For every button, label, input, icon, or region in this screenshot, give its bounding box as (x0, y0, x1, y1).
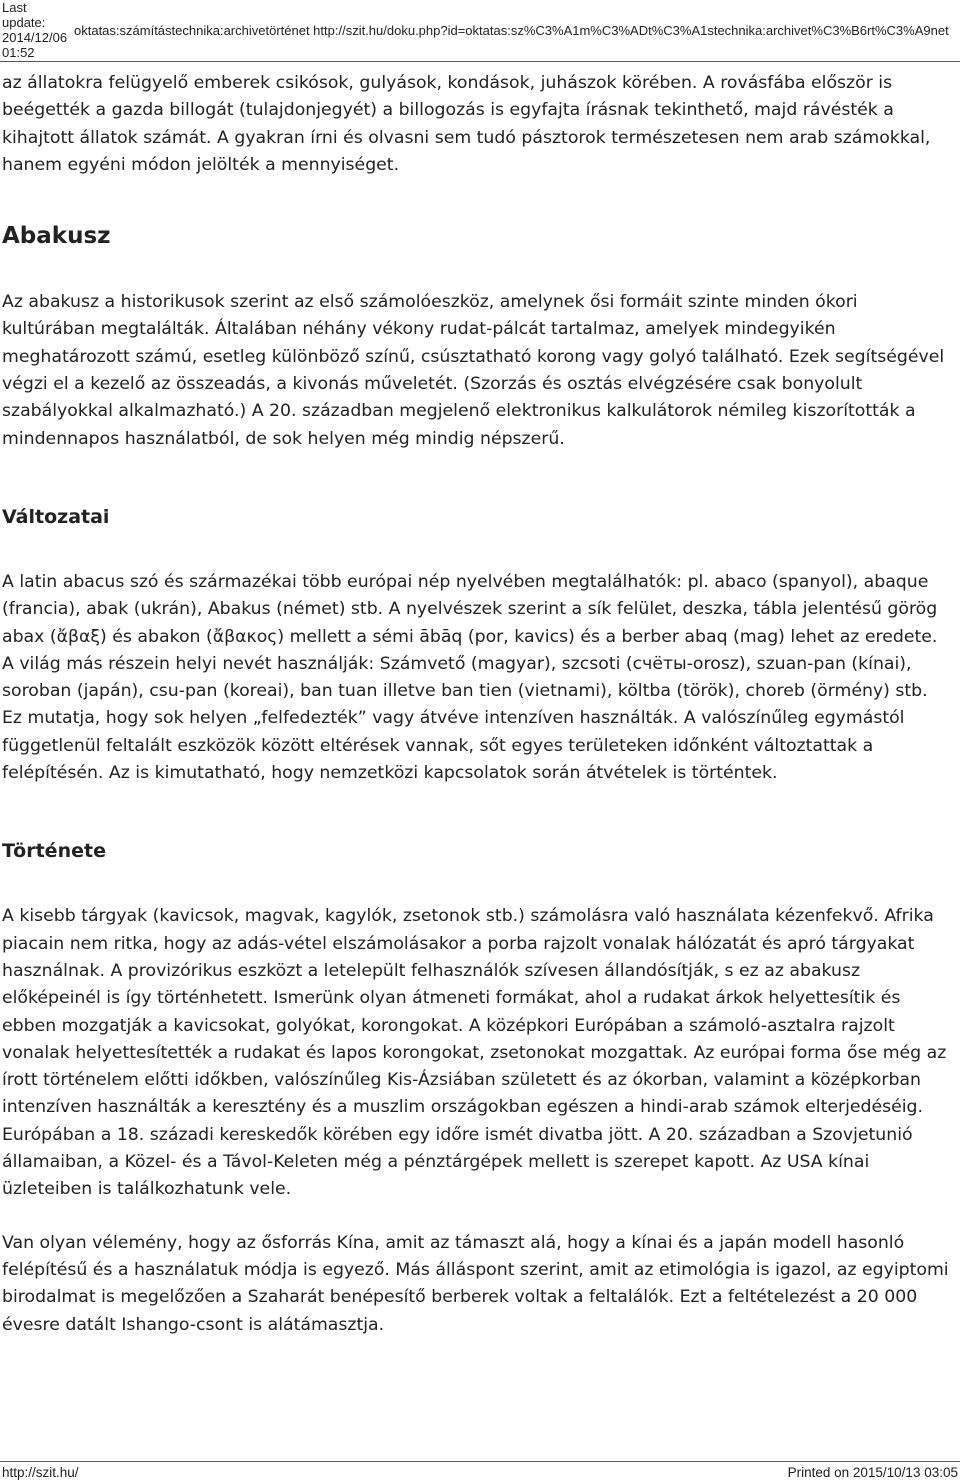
abakusz-paragraph: Az abakusz a historikusok szerint az első számolóeszköz, amelynek ősi formáit szinte minden ókori kultúrában megtalálták. Általában néhány vékony rudat-pálcát tartalmaz, amelyek mindegyikén meghatározott számú, esetleg különböző színű, csúsztatható korong vagy golyó található. Ezek segítségével végzi el a kezelő az összeadás, a kivonás műveletét. (Szorzás és osztás elvégzésére csak bonyolult szabályokkal alkalmazható.) A 20. században megjelenő elektronikus kalkulátorok némileg kiszorították a mindennapos használatból, de sok helyen még mindig népszerű. (2, 292, 945, 449)
page-content (2, 70, 950, 1339)
valtozatai-paragraph: A latin abacus szó és származékai több európai nép nyelvében megtalálhatók: pl. abaco (spanyol), abaque (francia), abak (ukrán), Abakus (német) stb. A nyelvészek szerint a sík felület, deszka, tábla jelentésű görög abax (ἄβαξ) és abakon (ἄβακος) mellett a sémi ābāq (por, kavics) és a berber abaq (mag) lehet az eredete. A világ más részein helyi nevét használják: Számvető (magyar), szcsoti (счёты-orosz), szuan-pan (kínai), soroban (japán), csu-pan (koreai), ban tuan illetve ban tien (vietnami), költba (török), choreb (örmény) stb. Ez mutatja, hogy sok helyen „felfedezték” vagy átvéve intenzíven használták. A valószínűleg egymástól függetlenül feltalált eszközök között eltérések vannak, sőt egyes területeken időnként változtattak a felépítésén. Az is kimutatható, hogy nemzetközi kapcsolatok során átvételek is történtek. (2, 571, 938, 784)
last-update-label: Last update: (2, 0, 46, 30)
footer-site-link[interactable]: http://szit.hu/ (2, 1465, 79, 1480)
tortenete-paragraph-1: A kisebb tárgyak (kavicsok, magvak, kagylók, zsetonok stb.) számolásra való használata kézenfekvő. Afrika piacain nem ritka, hogy az adás-vétel elszámolásakor a porba rajzolt vonalak hálózatát és apró tárgyakat használnak. A provizórikus eszközt a letelepült felhasználók szívesen állandósítják, s ez az abakusz előképeinél is így történhetett. Ismerünk olyan átmeneti formákat, ahol a rudakat árkok helyettesítik és ebben mozgatják a kavicsokat, golyókat, korongokat. A középkori Európában a számoló-asztalra rajzolt vonalak helyettesítették a rudakat és lapos korongokat, zsetonokat mozgattak. Az európai forma őse még az írott történelem előtti időkben, valószínűleg Kis-Ázsiában született és az ókorban, valamint a középkorban intenzíven használták a keresztény és a muszlim országokban egészen a hindi-arab számok elterjedéséig. Európában a 18. századi kereskedők körében egy időre ismét divatba jött. A 20. században a Szovjetunió államaiban, a Közel- és a Távol-Keleten még a pénztárgépek mellett is szerepet kapott. Az USA kínai üzleteiben is találkozhatunk vele. (2, 906, 947, 1200)
footer-divider (0, 1461, 960, 1462)
page-header (0, 0, 960, 62)
footer-printed-date: Printed on 2015/10/13 03:05 (787, 1465, 958, 1480)
tortenete-heading: Története (2, 840, 106, 863)
valtozatai-heading: Változatai (2, 505, 110, 528)
page-footer (0, 1455, 960, 1483)
header-divider (0, 61, 960, 62)
last-update-value: 2014/12/06 01:52 (2, 30, 68, 60)
last-update (2, 0, 72, 60)
intro-paragraph: az állatokra felügyelő emberek csikósok, gulyások, kondások, juhászok körében. A rovásfába először is beégették a gazda billogát (tulajdonjegyét) a billogozás is egyfajta írásnak tekinthető, majd rávésték a kihajtott állatok számát. A gyakran írni és olvasni sem tudó pásztorok természetesen nem arab számokkal, hanem egyéni módon jelölték a mennyiséget. (2, 73, 931, 175)
page-path: oktatas:számítástechnika:archivetörténet http://szit.hu/doku.php?id=oktatas:sz%C3%A1m%C3%ADt%C3%A1stechnika:archivet%C3%B6rt%C3%A9net (74, 23, 949, 38)
tortenete-paragraph-2: Van olyan vélemény, hogy az ősforrás Kína, amit az támaszt alá, hogy a kínai és a japán modell hasonló felépítésű és a használatuk módja is egyező. Más álláspont szerint, amit az etimológia is igazol, az egyiptomi birodalmat is megelőzően a Szaharát benépesítő berberek voltak a feltalálók. Ezt a feltételezést a 20 000 évesre datált Ishango-csont is alátámasztja. (2, 1232, 949, 1335)
abakusz-heading: Abakusz (2, 223, 111, 250)
